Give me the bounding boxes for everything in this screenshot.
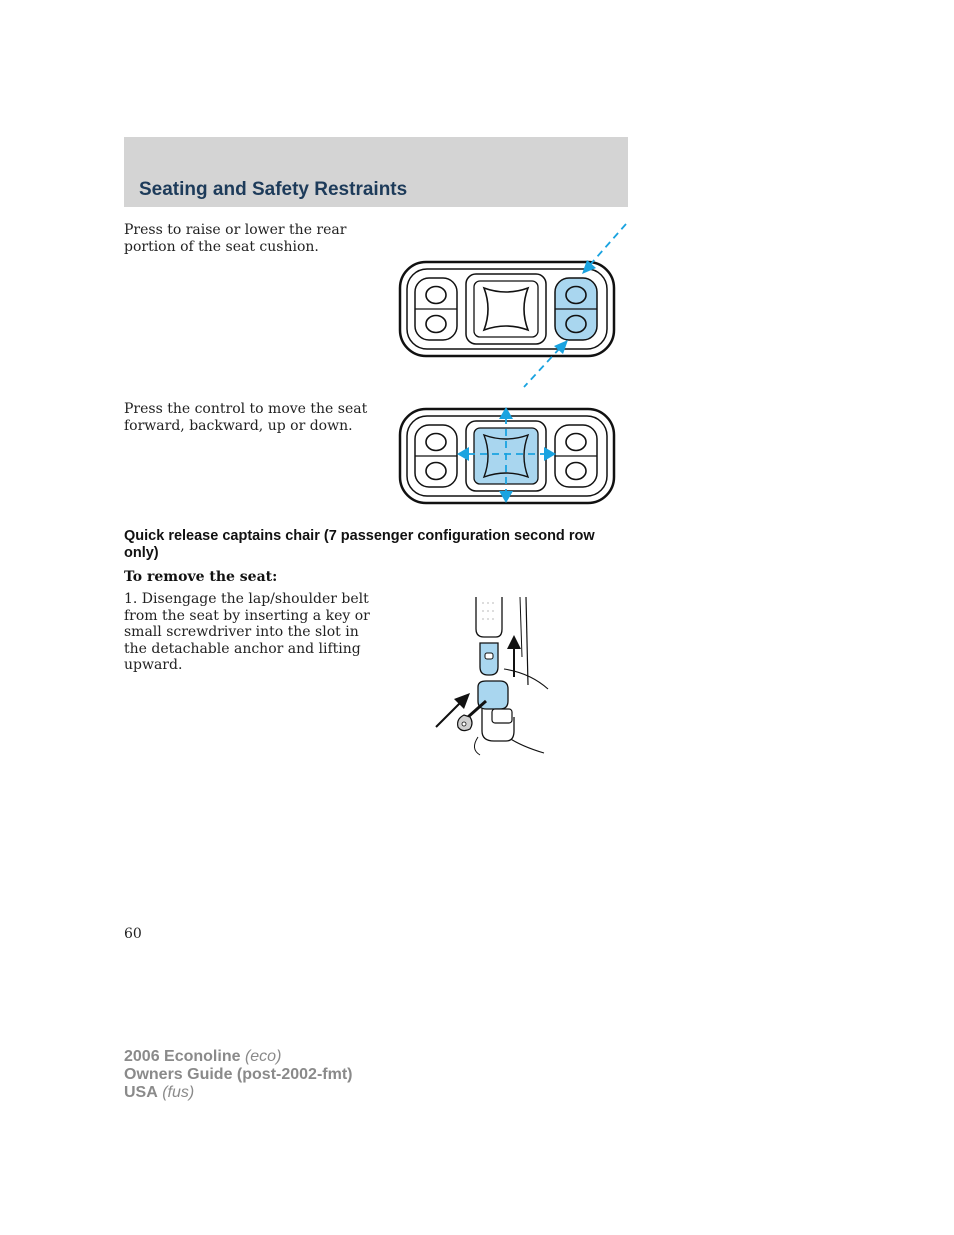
footer-market: USA: [124, 1084, 158, 1101]
footer-model: 2006 Econoline: [124, 1048, 241, 1065]
footer-market-code: (fus): [157, 1084, 195, 1101]
belt-anchor-release-figure: [430, 597, 550, 757]
footer-line-3: [124, 1084, 352, 1102]
quick-release-heading: Quick release captains chair (7 passenger configuration second row only): [124, 528, 595, 561]
seat-control-four-way-figure: [398, 405, 618, 507]
section-title: Seating and Safety Restraints: [139, 179, 408, 200]
footer-model-code: (eco): [240, 1048, 282, 1065]
seat-control-rear-cushion-figure: [398, 222, 630, 390]
seat-control-instruction: Press the control to move the seat forward, backward, up or down.: [124, 401, 368, 434]
remove-seat-label: To remove the seat:: [124, 569, 278, 585]
rear-cushion-instruction: Press to raise or lower the rear portion of the seat cushion.: [124, 222, 347, 255]
footer-guide: Owners Guide (post-2002-fmt): [124, 1066, 353, 1083]
footer-line-2: [124, 1066, 352, 1084]
page-number: 60: [124, 926, 142, 942]
step-1-instruction: 1. Disengage the lap/shoulder belt from the seat by inserting a key or small screwdriver into the slot in the detachable anchor and lifting upward.: [124, 591, 370, 673]
footer-line-1: [124, 1048, 352, 1066]
footer: [124, 1048, 352, 1102]
section-header-band: [124, 137, 628, 207]
